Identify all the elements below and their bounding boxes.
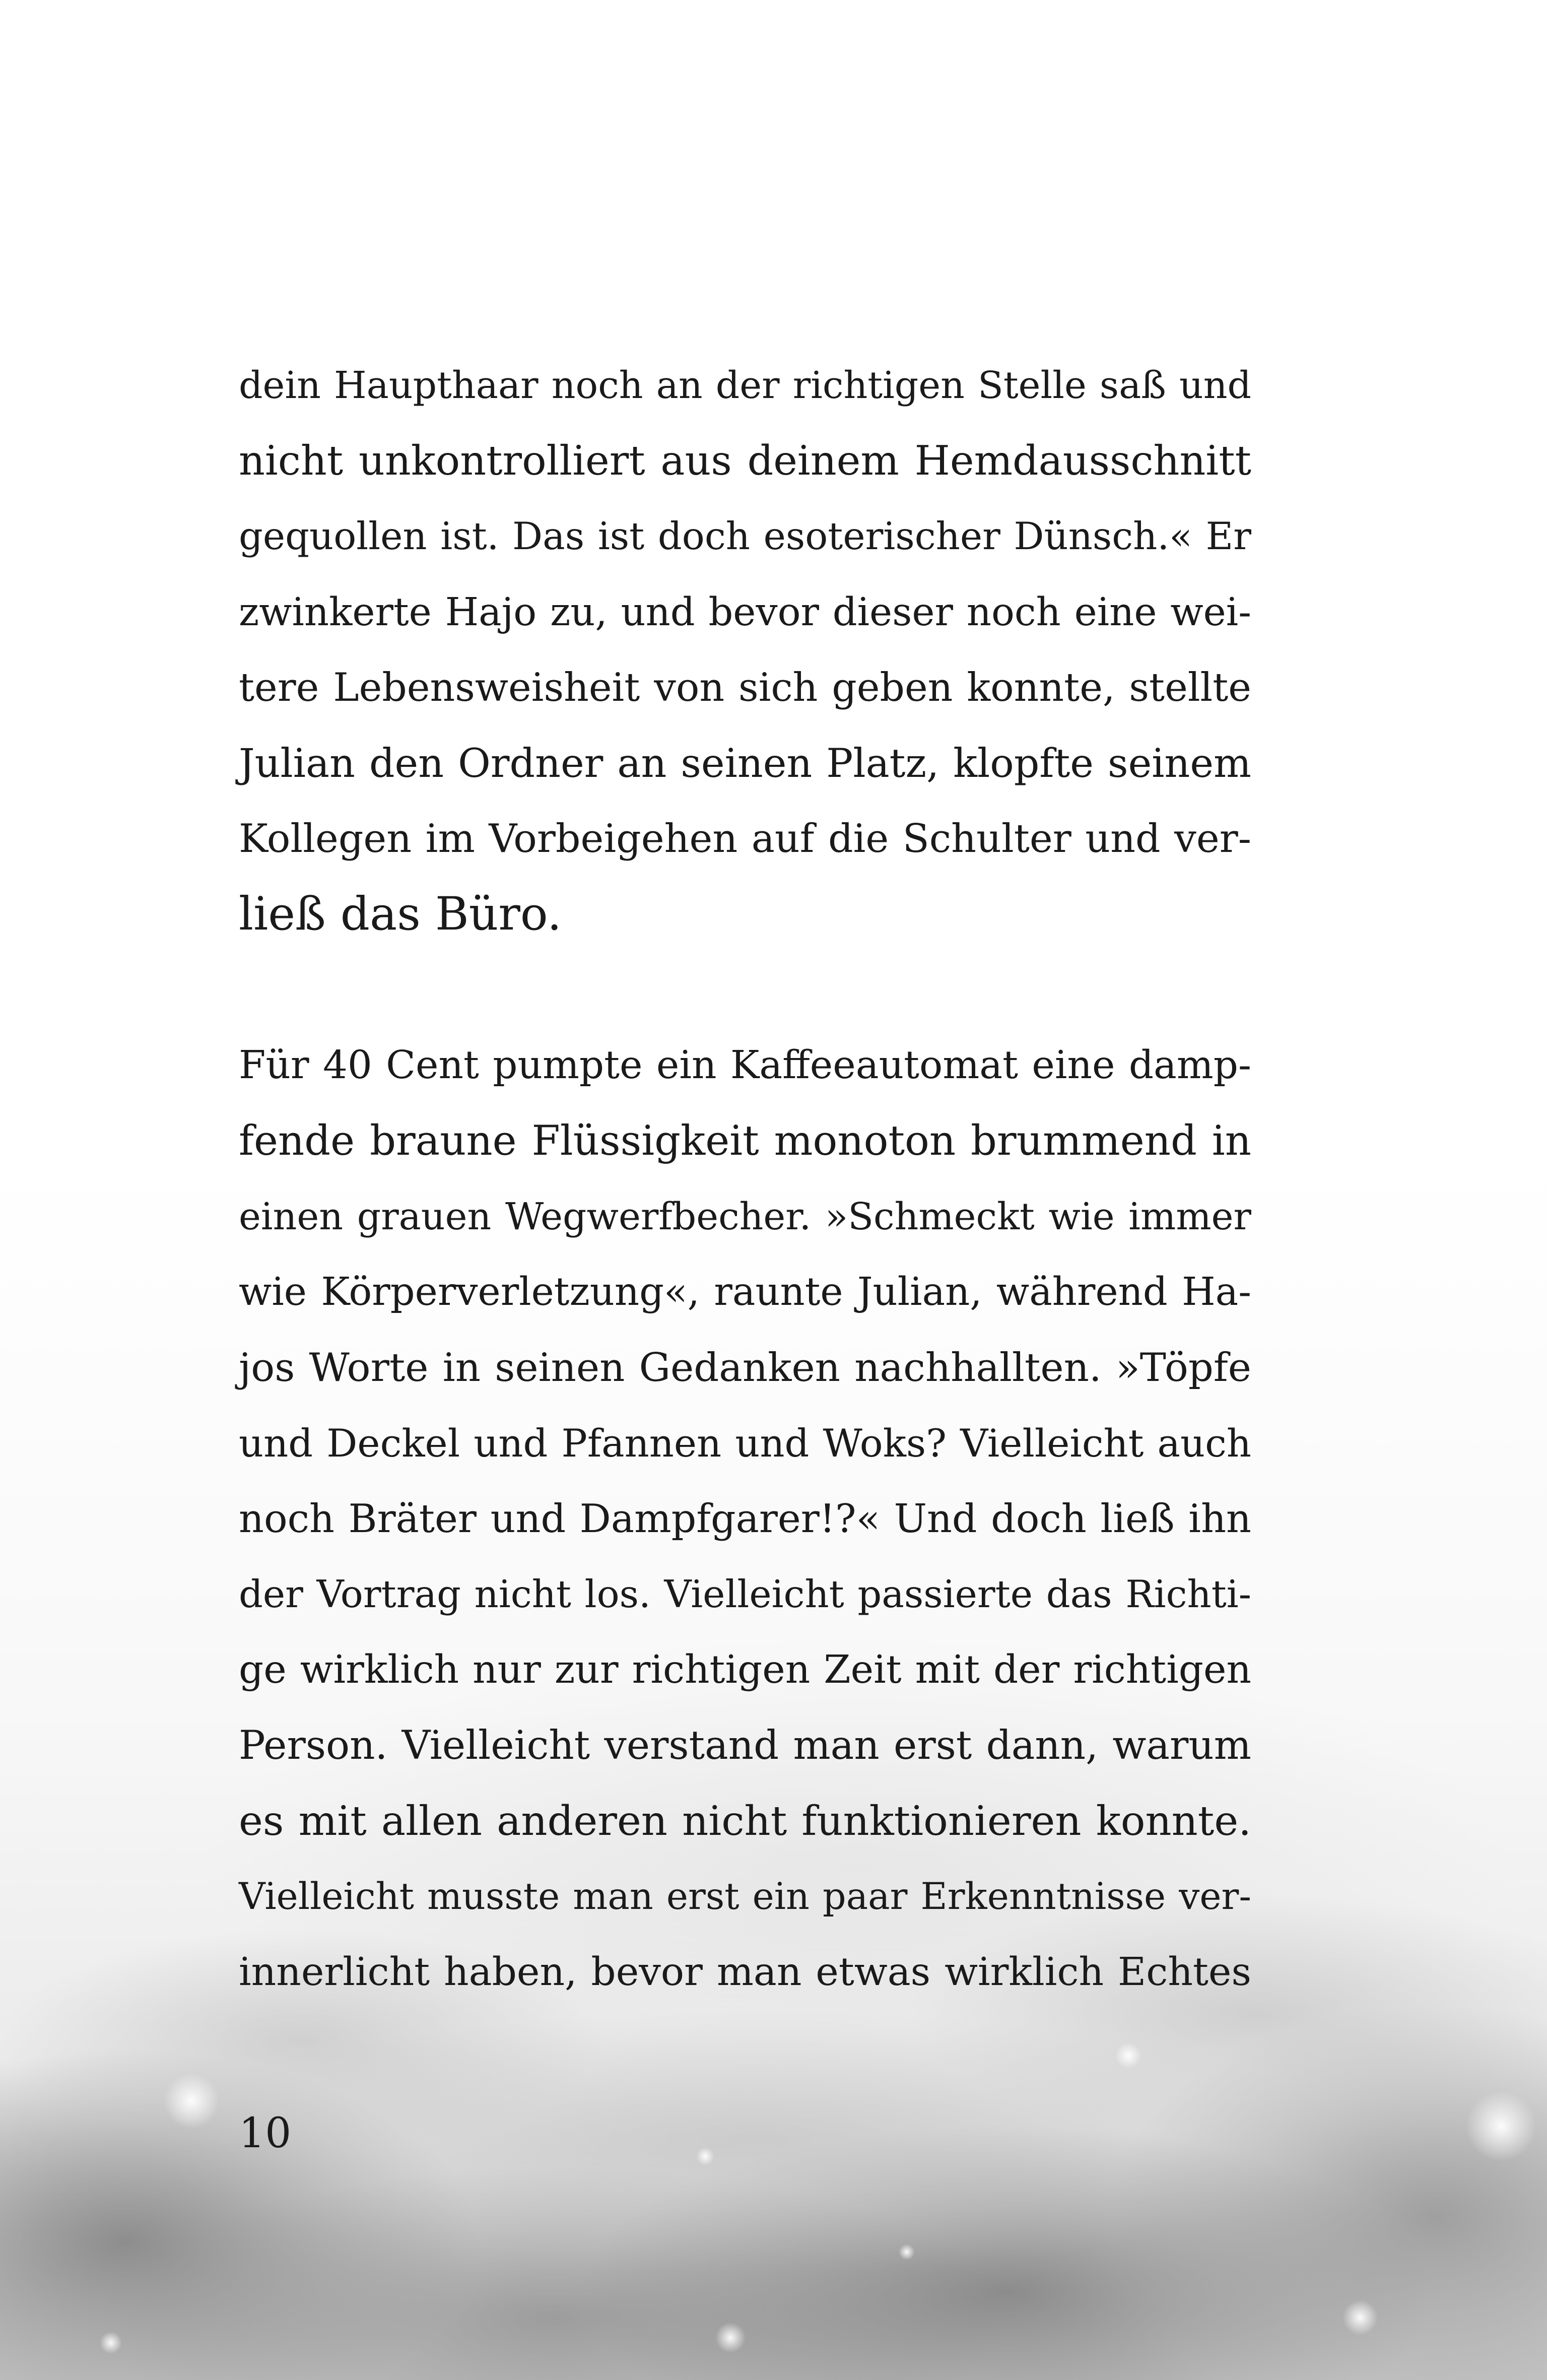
text-line: noch Bräter und Dampfgarer!?« Und doch ließ ihn (239, 1496, 1251, 1542)
text-line: nicht unkontrolliert aus deinem Hemdausschnitt (239, 437, 1251, 485)
text-line: Kollegen im Vorbeigehen auf die Schulter und ver- (239, 816, 1251, 862)
text-line: wie Körperverletzung«, raunte Julian, während Ha- (239, 1270, 1251, 1314)
text-line: der Vortrag nicht los. Vielleicht passierte das Richti- (239, 1572, 1251, 1616)
text-line: jos Worte in seinen Gedanken nachhallten. »Töpfe (239, 1345, 1251, 1391)
text-line: fende braune Flüssigkeit monoton brummend in (239, 1117, 1251, 1165)
text-line: Für 40 Cent pumpte ein Kaffeeautomat eine damp- (239, 1043, 1251, 1088)
text-line: einen grauen Wegwerfbecher. »Schmeckt wie immer (239, 1195, 1251, 1238)
text-line: innerlicht haben, bevor man etwas wirklich Echtes (239, 1950, 1251, 1995)
text-line: dein Haupthaar noch an der richtigen Stelle saß und (239, 364, 1251, 407)
text-line: Julian den Ordner an seinen Platz, klopfte seinem (239, 740, 1251, 786)
text-line: es mit allen anderen nicht funktionieren konnte. (239, 1798, 1251, 1845)
text-line: tere Lebensweisheit von sich geben konnte, stellte (239, 665, 1251, 710)
text-line: ließ das Büro. (239, 888, 562, 941)
text-line: Person. Vielleicht verstand man erst dann, warum (239, 1723, 1251, 1768)
text-line: Vielleicht musste man erst ein paar Erkenntnisse ver- (239, 1875, 1251, 1918)
page-number: 10 (239, 2109, 292, 2157)
text-line: ge wirklich nur zur richtigen Zeit mit der richtigen (239, 1647, 1251, 1692)
text-line: zwinkerte Hajo zu, und bevor dieser noch eine wei- (239, 589, 1251, 634)
text-line: gequollen ist. Das ist doch esoterischer Dünsch.« Er (239, 514, 1251, 558)
text-line: und Deckel und Pfannen und Woks? Vielleicht auch (239, 1421, 1251, 1466)
